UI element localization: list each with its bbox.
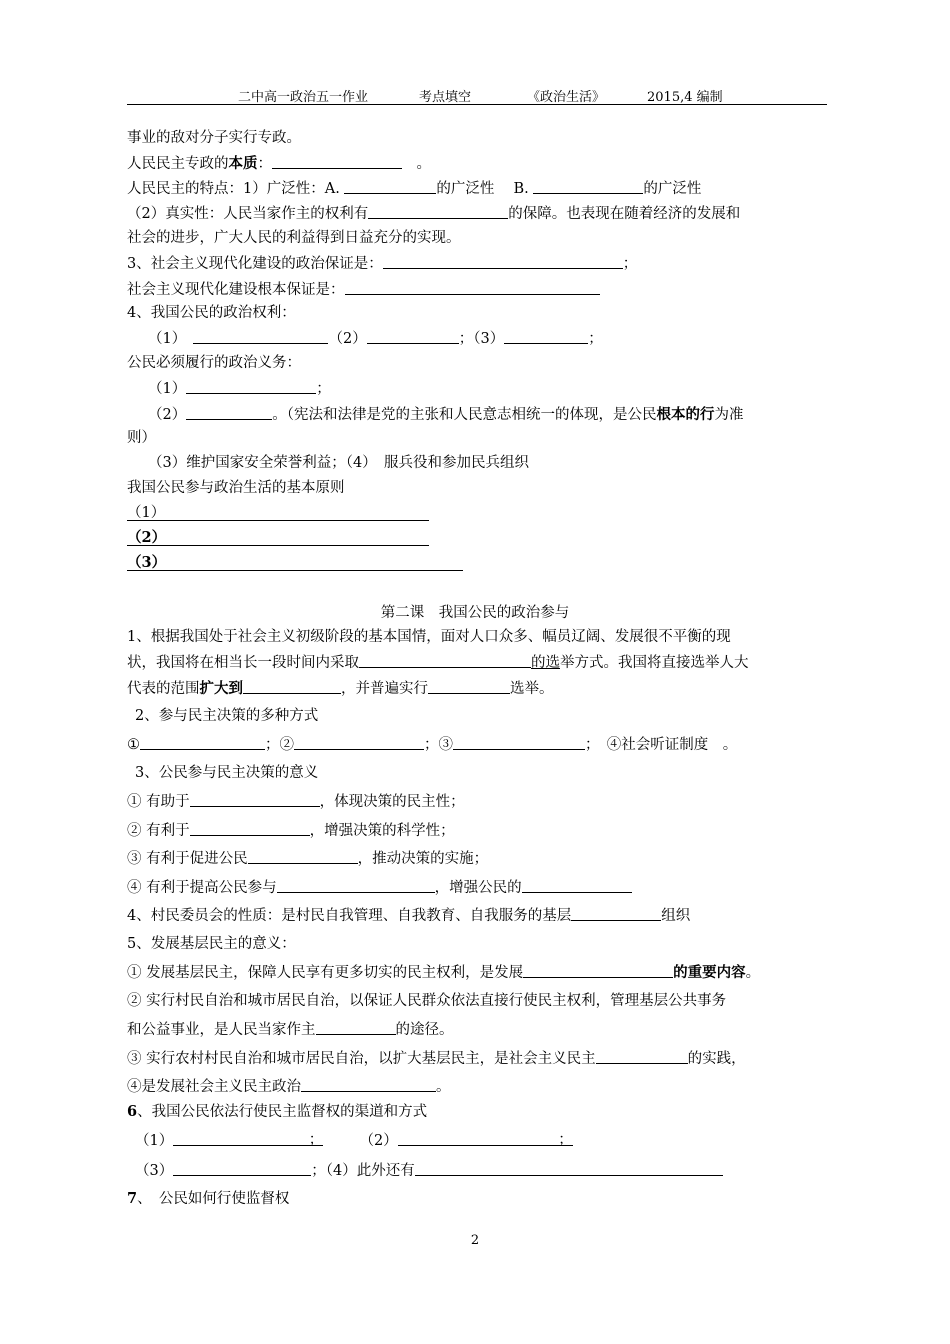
text-line: 3、公民参与民主决策的意义 [135, 765, 319, 781]
fill-blank[interactable] [294, 734, 424, 750]
fill-blank[interactable] [316, 1019, 396, 1035]
fill-blank[interactable]: （1） [127, 503, 429, 521]
fill-blank[interactable] [186, 378, 316, 394]
fill-blank[interactable] [571, 905, 661, 921]
fill-blank[interactable] [243, 678, 341, 694]
fill-blank[interactable] [345, 279, 600, 295]
fill-blank[interactable] [596, 1048, 688, 1064]
text-line: （1） ； （2） ； [135, 1132, 573, 1149]
header-date: 2015,4 编制 [647, 90, 723, 105]
text-line: 3、社会主义现代化建设的政治保证是： ； [127, 253, 637, 274]
fill-blank[interactable] [383, 253, 623, 269]
fill-blank[interactable] [277, 877, 435, 893]
text-line: 1、根据我国处于社会主义初级阶段的基本国情，面对人口众多、幅员辽阔、发展很不平衡的现 [127, 629, 731, 645]
page-number: 2 [470, 1233, 480, 1248]
text-line: 6、我国公民依法行使民主监督权的渠道和方式 [127, 1103, 428, 1120]
section-title: 第二课 我国公民的政治参与 [380, 605, 570, 621]
text-line: ① 有助于 ，体现决策的民主性； [127, 791, 465, 812]
text-line: （3）维护国家安全荣誉利益；（4） 服兵役和参加民兵组织 [148, 455, 529, 471]
fill-blank[interactable] [415, 1160, 723, 1176]
fill-blank[interactable] [272, 153, 402, 169]
text-line: ③ 实行农村村民自治和城市居民自治，以扩大基层民主，是社会主义民主 的实践， [127, 1048, 746, 1069]
text-line: （2）真实性：人民当家作主的权利有 的保障。也表现在随着经济的发展和 [127, 203, 740, 224]
fill-blank[interactable]: ； [173, 1130, 323, 1146]
text-line: ③ 有利于促进公民 ，推动决策的实施； [127, 848, 488, 869]
text-line: 代表的范围扩大到 ，并普遍实行 选举。 [127, 680, 554, 697]
text-line: 5、发展基层民主的意义： [127, 936, 296, 952]
text-line: 4、我国公民的政治权利： [127, 305, 296, 321]
fill-blank[interactable] [140, 734, 265, 750]
text-line: 4、村民委员会的性质：是村民自我管理、自我教育、自我服务的基层 组织 [127, 905, 690, 926]
fill-blank[interactable] [344, 178, 436, 194]
header-class: 二中高一政治五一作业 [238, 90, 369, 105]
text-line: （1） ； [148, 378, 331, 399]
fill-blank[interactable] [504, 328, 588, 344]
header-type: 考点填空 [419, 90, 472, 105]
fill-blank[interactable] [186, 404, 272, 420]
text-line: ④ 有利于提高公民参与 ，增强公民的 [127, 877, 632, 898]
fill-blank[interactable] [522, 877, 632, 893]
text-line: ② 有利于 ，增强决策的科学性； [127, 820, 455, 841]
fill-blank[interactable] [301, 1076, 436, 1092]
text-line: 人民民主的特点：1）广泛性：A. 的广泛性 B. 的广泛性 [127, 178, 701, 199]
text-line: 社会主义现代化建设根本保证是： [127, 279, 600, 300]
fill-blank[interactable] [523, 962, 673, 978]
text-line: 7、 公民如何行使监督权 [127, 1190, 290, 1207]
text-line: （1） （2） ；（3） ； [148, 328, 603, 349]
text-line: 我国公民参与政治生活的基本原则 [127, 480, 345, 496]
text-line: ① 发展基层民主，保障人民享有更多切实的民主权利，是发展 的重要内容。 [127, 964, 761, 981]
principle-line [127, 552, 463, 572]
text-line: （3） ；（4）此外还有 [135, 1160, 723, 1181]
text-line: 状，我国将在相当长一段时间内采取 的选举方式。我国将直接选举人大 [127, 652, 749, 673]
principle-line [127, 527, 429, 547]
text-line: （2） 。（宪法和法律是党的主张和人民意志相统一的体现，是公民根本的行为准 [148, 406, 744, 423]
fill-blank[interactable]: ； [398, 1130, 573, 1146]
fill-blank[interactable] [453, 734, 585, 750]
text-line: 人民民主专政的本质： 。 [127, 155, 431, 172]
text-line: ② 实行村民自治和城市居民自治，以保证人民群众依法直接行使民主权利，管理基层公共事务 [127, 993, 727, 1009]
fill-blank[interactable]: （2） [127, 528, 429, 546]
text-line: 则） [127, 430, 156, 446]
fill-blank[interactable] [190, 820, 310, 836]
text-line: 事业的敌对分子实行专政。 [127, 130, 301, 146]
fill-blank[interactable] [533, 178, 643, 194]
text-line: 2、参与民主决策的多种方式 [135, 708, 319, 724]
fill-blank[interactable] [359, 652, 531, 668]
fill-blank[interactable] [367, 328, 459, 344]
header-book: 《政治生活》 [527, 90, 606, 105]
fill-blank[interactable] [193, 328, 328, 344]
fill-blank[interactable] [368, 203, 508, 219]
text-line: 公民必须履行的政治义务： [127, 355, 301, 371]
page-header [127, 84, 827, 105]
text-line: 和公益事业，是人民当家作主 的途径。 [127, 1019, 454, 1040]
fill-blank[interactable] [173, 1160, 311, 1176]
fill-blank[interactable] [190, 791, 320, 807]
fill-blank[interactable] [428, 678, 510, 694]
fill-blank[interactable]: （3） [127, 553, 463, 571]
text-line: ① ；② ；③ ； ④社会听证制度 。 [127, 734, 737, 755]
principle-line [127, 502, 429, 522]
text-line: 社会的进步，广大人民的利益得到日益充分的实现。 [127, 230, 461, 246]
fill-blank[interactable] [248, 848, 358, 864]
text-line: ④是发展社会主义民主政治 。 [127, 1076, 451, 1097]
